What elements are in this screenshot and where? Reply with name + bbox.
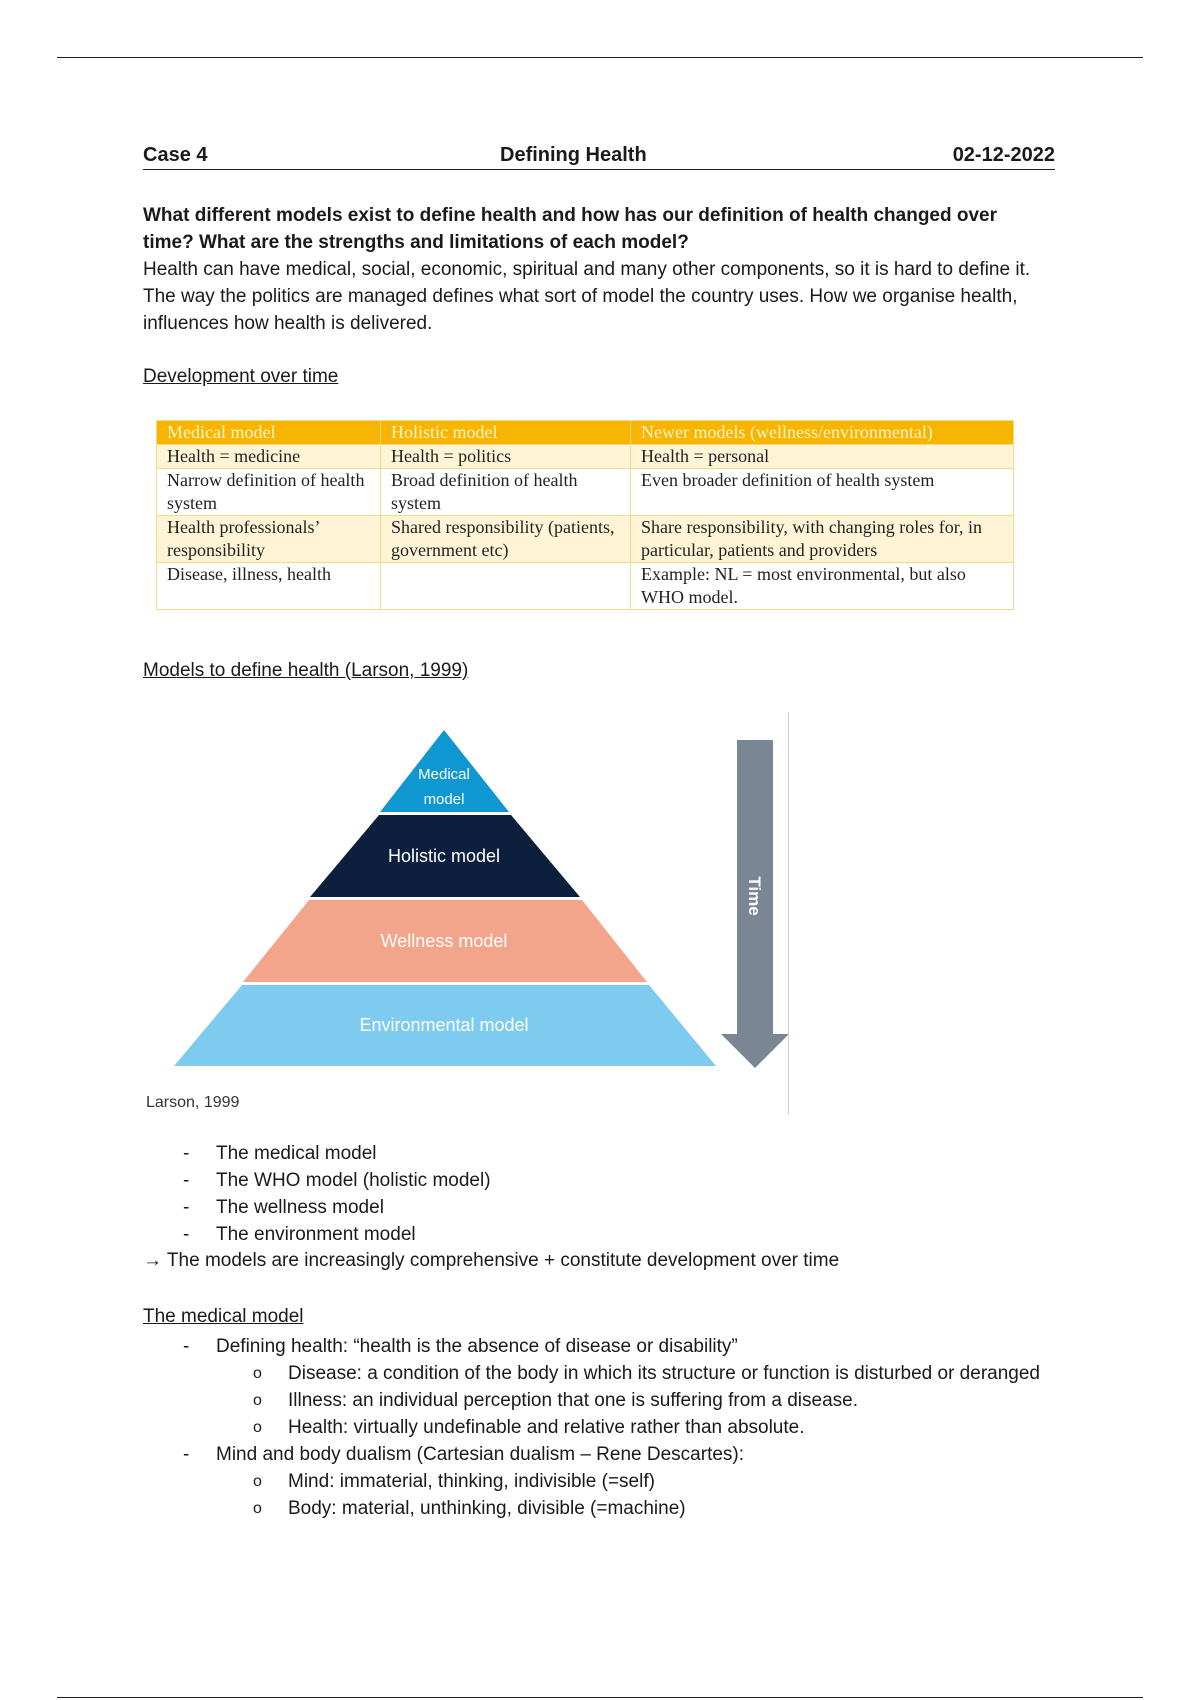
study-question: What different models exist to define health and how has our definition of health changed over time? What are the strengths and limitations of each model? <box>143 205 998 253</box>
table-row <box>157 516 1014 563</box>
bottom-rule <box>57 1697 1143 1698</box>
table-cell: Share responsibility, with changing roles for, in particular, patients and providers <box>631 516 1014 563</box>
table-row <box>157 469 1014 516</box>
document-date: 02-12-2022 <box>952 144 1055 166</box>
list-item: o Disease: a condition of the body in which its structure or function is disturbed or deranged <box>183 1360 1063 1387</box>
table-cell: Broad definition of health system <box>381 469 631 516</box>
list-item: o Health: virtually undefinable and relative rather than absolute. <box>183 1414 1063 1441</box>
larson-pyramid-diagram <box>143 712 803 1114</box>
medical-model-heading: The medical model <box>143 1306 304 1327</box>
table-cell: Health professionals’ responsibility <box>157 516 381 563</box>
list-item: - Defining health: “health is the absence of disease or disability” <box>183 1333 1063 1360</box>
table-header-cell: Holistic model <box>381 421 631 445</box>
wellness-tier-label: Wellness model <box>380 931 508 951</box>
models-summary: → The models are increasingly comprehensive + constitute development over time <box>143 1250 840 1271</box>
list-item: - The wellness model <box>183 1194 491 1221</box>
table-cell: Health = medicine <box>157 445 381 469</box>
list-item: - The medical model <box>183 1140 491 1167</box>
table-cell: Even broader definition of health system <box>631 469 1014 516</box>
pyramid-svg <box>143 712 803 1114</box>
list-item: o Mind: immaterial, thinking, indivisible (=self) <box>183 1468 1063 1495</box>
table-header-cell: Medical model <box>157 421 381 445</box>
table-cell: Shared responsibility (patients, government etc) <box>381 516 631 563</box>
models-list <box>183 1140 491 1248</box>
larson-heading: Models to define health (Larson, 1999) <box>143 660 469 681</box>
development-table <box>156 420 1014 610</box>
list-item: o Illness: an individual perception that one is suffering from a disease. <box>183 1387 1063 1414</box>
holistic-tier-label: Holistic model <box>387 846 501 866</box>
table-row <box>157 563 1014 610</box>
medical-model-list <box>183 1333 1063 1522</box>
table-cell: Example: NL = most environmental, but also WHO model. <box>631 563 1014 610</box>
medical-tier-label-line1: Medical <box>418 766 470 783</box>
development-heading: Development over time <box>143 366 339 387</box>
table-header-cell: Newer models (wellness/environmental) <box>631 421 1014 445</box>
time-arrow-label: Time <box>745 876 764 916</box>
list-item: - The environment model <box>183 1221 491 1248</box>
list-item: o Body: material, unthinking, divisible (=machine) <box>183 1495 1063 1522</box>
table-cell: Health = personal <box>631 445 1014 469</box>
medical-tier-label-line2: model <box>423 791 465 808</box>
diagram-border <box>788 712 789 1114</box>
diagram-caption: Larson, 1999 <box>146 1094 240 1111</box>
table-cell: Health = politics <box>381 445 631 469</box>
case-number: Case 4 <box>143 144 208 166</box>
environmental-tier-label: Environmental model <box>359 1015 529 1035</box>
top-rule <box>57 57 1143 58</box>
list-item: - The WHO model (holistic model) <box>183 1167 491 1194</box>
document-header <box>143 144 1055 170</box>
intro-paragraph: Health can have medical, social, economic, spiritual and many other components, so it is hard to define it. The way the politics are managed defines what sort of model the country uses. How we organise health, influences how health is delivered. <box>143 259 1031 334</box>
table-row <box>157 445 1014 469</box>
document-title: Defining Health <box>500 144 647 166</box>
table-header-row <box>157 421 1014 445</box>
table-cell: Narrow definition of health system <box>157 469 381 516</box>
list-item: - Mind and body dualism (Cartesian dualism – Rene Descartes): <box>183 1441 1063 1468</box>
table-cell <box>381 563 631 610</box>
table-cell: Disease, illness, health <box>157 563 381 610</box>
